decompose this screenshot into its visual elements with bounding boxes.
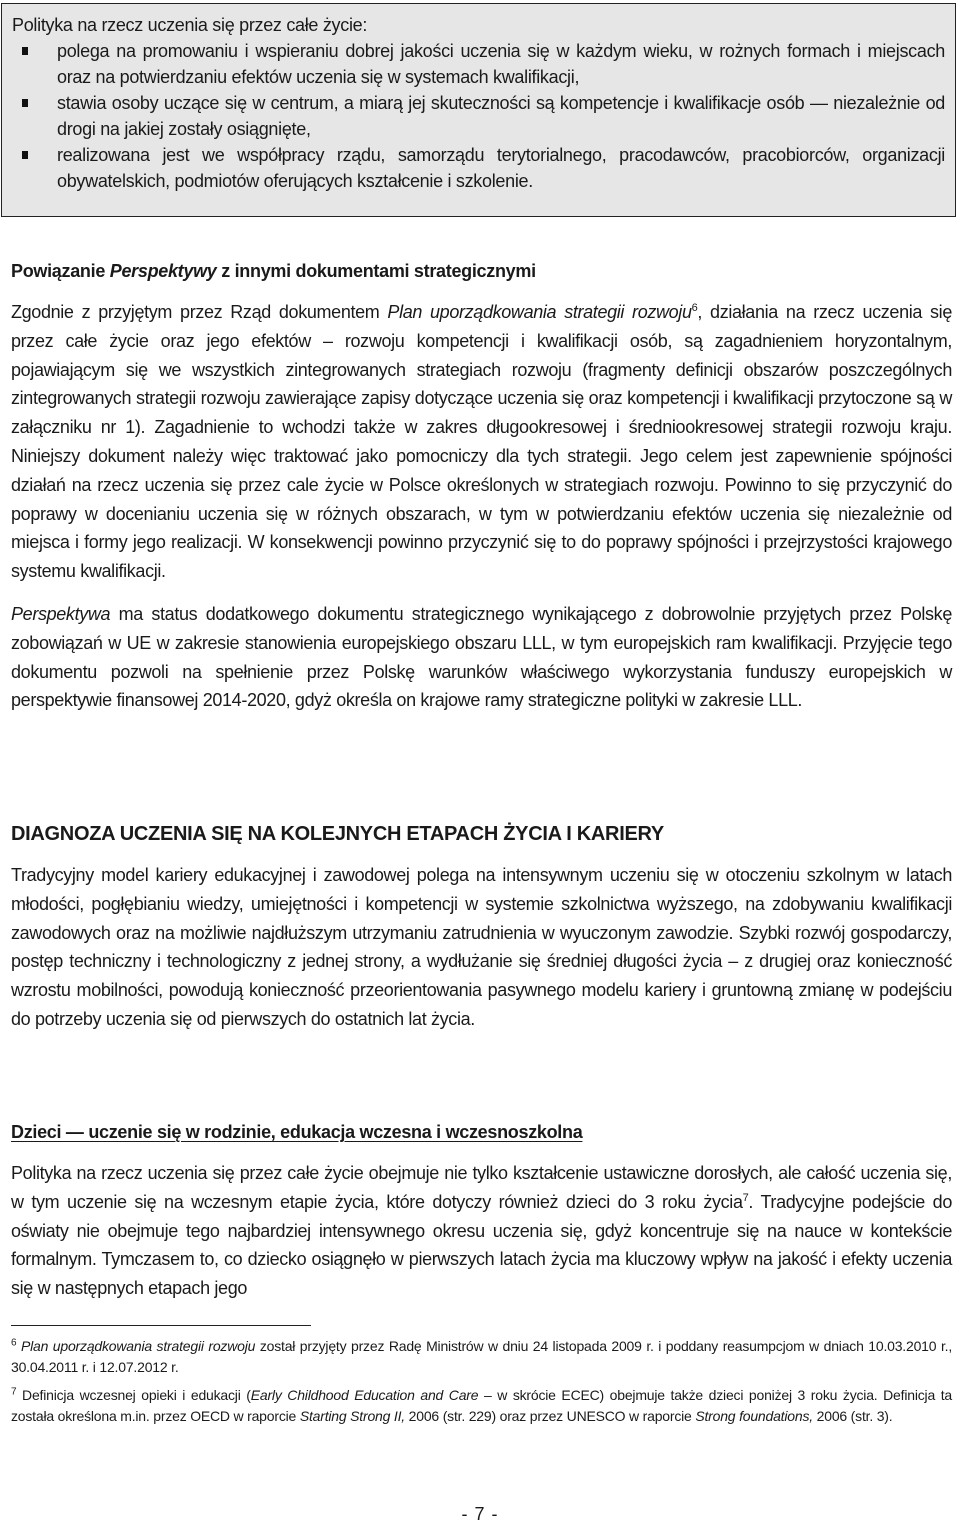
section-related-documents bbox=[11, 258, 952, 715]
box-lead: Polityka na rzecz uczenia się przez całe życie: bbox=[12, 15, 368, 35]
paragraph: Zgodnie z przyjętym przez Rząd dokumentem Plan uporządkowania strategii rozwoju$^6$, działania na rzecz uczenia się przez całe życie oraz jego efektów – rozwoju kompetencji i kwalifikacji osób, są zagadnieniem horyzontalnym, pojawiającym się we wszystkich zintegrowanych strategiach rozwoju (fragmenty definicji obszarów poszczególnych zintegrowanych strategii rozwoju zawierające zapisy dotyczące uczenia się oraz kompetencji i kwalifikacji przytoczone są w załączniku nr 1). Zagadnienie to wchodzi także w zakres długookresowej i średniookresowej strategii rozwoju kraju. Niniejszy dokument należy więc traktować jako pomocniczy dla tych strategii. Jego celem jest zapewnienie spójności działań na rzecz uczenia się przez cale życie w Polsce określonych w strategiach rozwoju. Powinno to się przyczynić do poprawy w docenianiu uczenia się w różnych obszarach, w tym w potwierdzaniu efektów uczenia się niezależnie od miejsca i formy jego realizacji. W konsekwencji powinno przyczynić się to do poprawy spójności i przejrzystości krajowego systemu kwalifikacji. bbox=[11, 302, 952, 582]
list-item-text: stawia osoby uczące się w centrum, a miarą jej skuteczności są kompetencje i kwalifikacje osób — niezależnie od drogi na jakiej zostały osiągnięte, bbox=[57, 93, 945, 139]
list-item bbox=[12, 142, 945, 194]
section-children bbox=[11, 1119, 952, 1303]
list-item-text: realizowana jest we współpracy rządu, samorządu terytorialnego, pracodawców, pracobiorców, organizacji obywatelskich, podmiotów oferujących kształcenie i szkolenie. bbox=[57, 145, 945, 191]
footnote-ref: 7 bbox=[742, 1191, 749, 1204]
paragraph: Perspektywa ma status dodatkowego dokumentu strategicznego wynikającego z dobrowolnie przyjętych przez Polskę zobowiązań w UE w zakresie stanowienia europejskiego obszaru LLL, w tym europejskich ram kwalifikacji. Przyjęcie tego dokumentu pozwoli na spełnienie przez Polskę warunków właściwego wykorzystania funduszy europejskich w perspektywie finansowej 2014-2020, gdyż określa on krajowe ramy strategiczne polityki w zakresie LLL. bbox=[11, 603, 952, 711]
section-heading: Powiązanie Perspektywy z innymi dokumentami strategicznymi bbox=[11, 261, 536, 281]
list-item-text: polega na promowaniu i wspieraniu dobrej jakości uczenia się w każdym wieku, w rożnych formach i miejscach oraz na potwierdzaniu efektów uczenia się w systemach kwalifikacji, bbox=[57, 41, 945, 87]
square-bullet-icon bbox=[22, 47, 28, 55]
paragraph: Tradycyjny model kariery edukacyjnej i zawodowej polega na intensywnym uczeniu się w otoczeniu szkolnym w latach młodości, pogłębianiu wiedzy, umiejętności i kompetencji w systemie szkolnictwa wyższego, na zdobywaniu kwalifikacji zawodowych oraz na możliwie najdłuższym utrzymaniu zatrudnienia w wyuczonym zawodzie. Szybki rozwój gospodarczy, postęp techniczny i technologiczny z jednej strony, a wydłużanie się średniej długości życia – z drugiej oraz konieczność wzrostu mobilności, powodują konieczność przeorientowania pasywnego modelu kariery i gruntowną zmianę w podejściu do potrzeby uczenia się od pierwszych do ostatnich lat życia. bbox=[11, 865, 952, 1029]
footnote-ref: 6 bbox=[691, 302, 698, 314]
footnote-7: $^7$ Definicja wczesnej opieki i edukacji (Early Childhood Education and Care – w skrócie ECEC) obejmuje także dzieci poniżej 3 roku życia. Definicja ta została określona m.in. przez OECD w raporcie Starting Strong II, 2006 (str. 229) oraz przez UNESCO w raporcie Strong foundations, 2006 (str. 3). bbox=[11, 1386, 952, 1424]
policy-summary-box bbox=[1, 3, 956, 217]
square-bullet-icon bbox=[22, 99, 28, 107]
paragraph: Polityka na rzecz uczenia się przez całe życie obejmuje nie tylko kształcenie ustawiczne dorosłych, ale całość uczenia się, w tym uczenie się na wczesnym etapie życia, które dotyczy również dzieci do 3 roku życia$^7$. Tradycyjne podejście do oświaty nie obejmuje tego najbardziej intensywnego okresu uczenia się, gdyż koncentruje się na nauce w kontekście formalnym. Tymczasem to, co dziecko osiągnęło w pierwszych latach życia ma kluczowy wpływ na jakość i efekty uczenia się w następnych etapach jego bbox=[11, 1163, 952, 1299]
section-diagnosis bbox=[11, 823, 952, 1034]
footnote-6: $^6$ Plan uporządkowania strategii rozwoju został przyjęty przez Radę Ministrów w dniu 24 listopada 2009 r. i poddany reasumpcjom w dniach 10.03.2010 r., 30.04.2011 r. i 12.07.2012 r. bbox=[11, 1337, 953, 1375]
list-item bbox=[12, 38, 945, 90]
box-bullet-list bbox=[12, 38, 945, 194]
section-heading: Dzieci — uczenie się w rodzinie, edukacja wczesna i wczesnoszkolna bbox=[11, 1122, 583, 1142]
page-number: - 7 - bbox=[461, 1504, 499, 1524]
section-heading: DIAGNOZA UCZENIA SIĘ NA KOLEJNYCH ETAPACH ŻYCIA I KARIERY bbox=[11, 823, 664, 845]
footnote-separator bbox=[11, 1325, 311, 1326]
list-item bbox=[12, 90, 945, 142]
square-bullet-icon bbox=[22, 151, 28, 159]
